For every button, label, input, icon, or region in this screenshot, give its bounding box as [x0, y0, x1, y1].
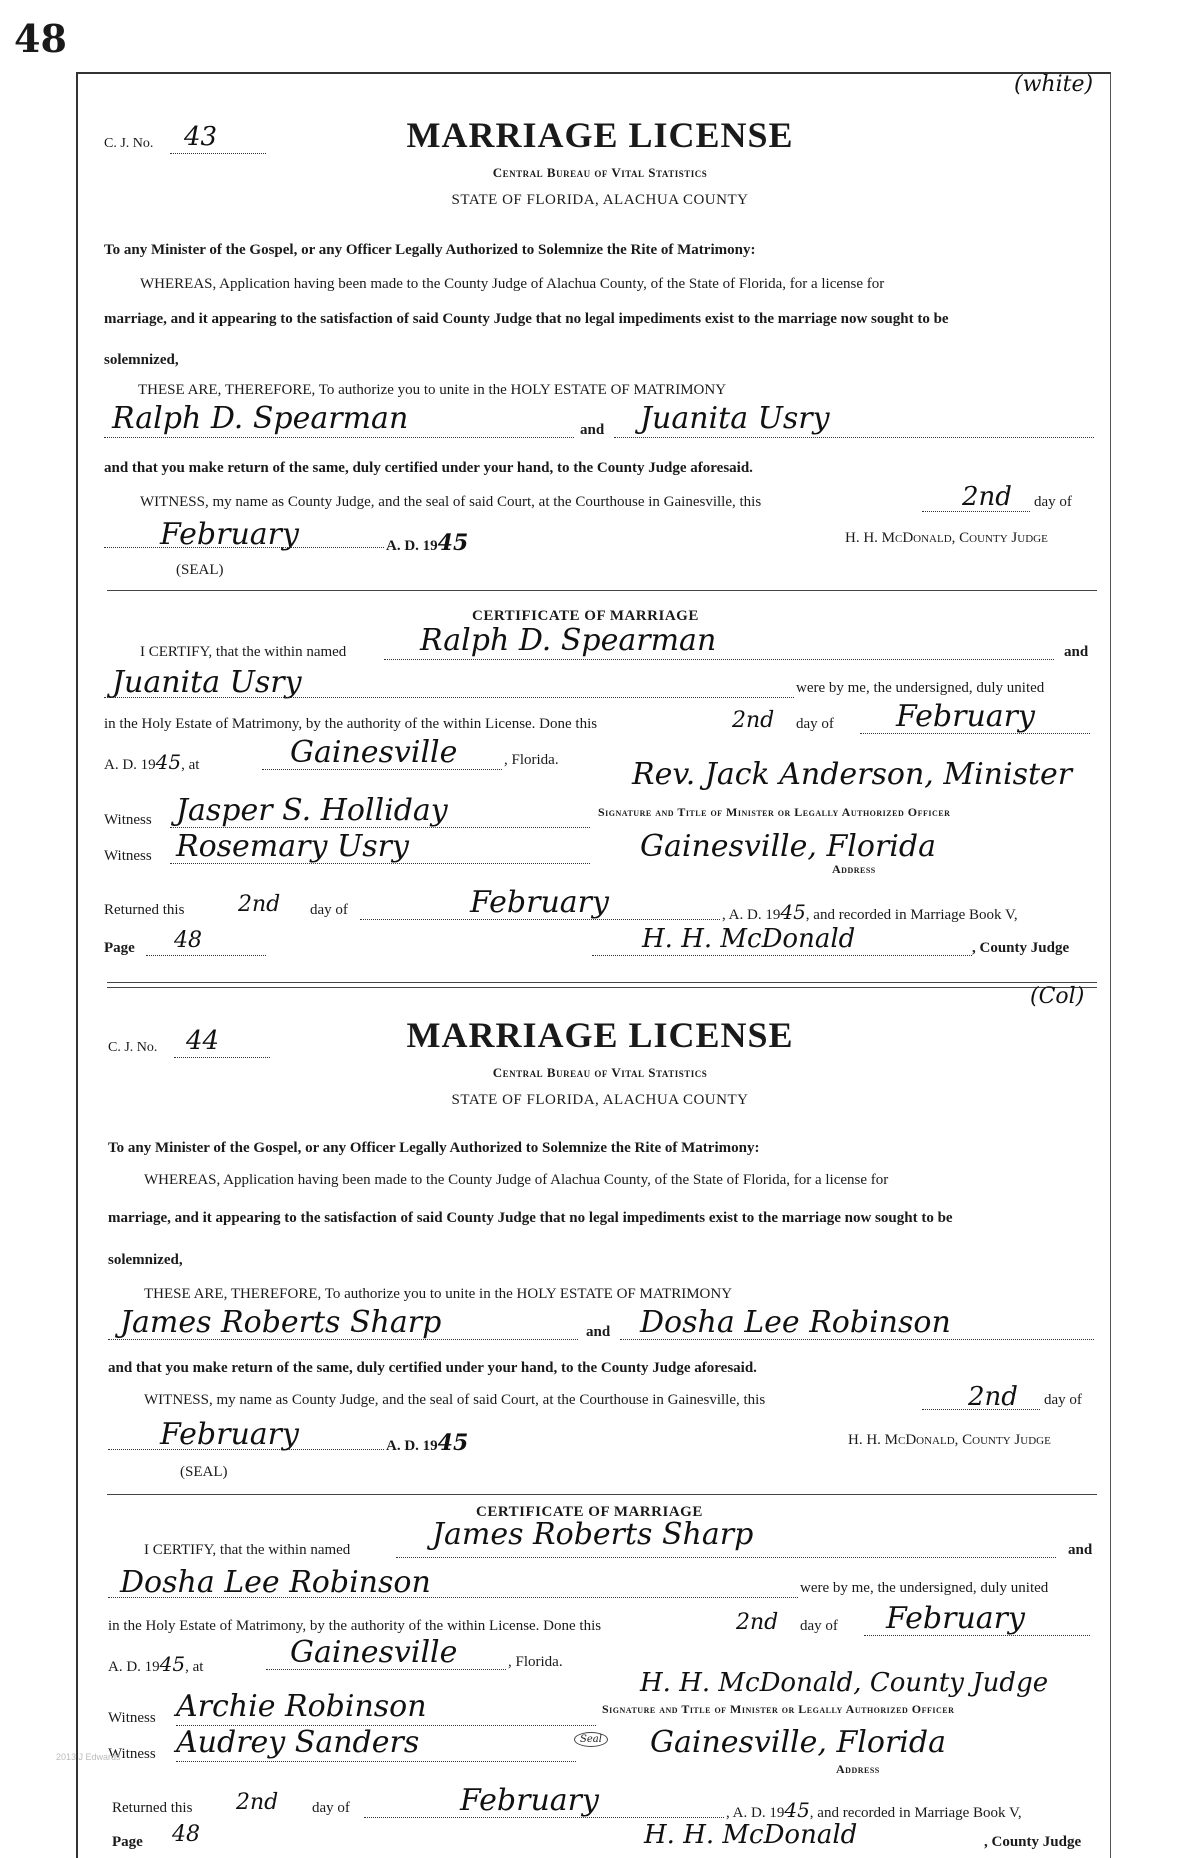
- officiant-address: Gainesville, Florida: [640, 829, 936, 864]
- seal-label: (SEAL): [180, 1464, 228, 1480]
- witness-1-label: Witness: [104, 812, 152, 828]
- seal-stamp: Seal: [574, 1732, 608, 1747]
- certificate-ad-label: A. D. 1945, at: [104, 750, 200, 774]
- license-month: February: [160, 517, 299, 552]
- return-line: and that you make return of the same, duly certified under your hand, to the County Judge aforesaid.: [104, 460, 753, 476]
- certificate-day-of: day of: [796, 716, 834, 732]
- license-title: MARRIAGE LICENSE: [406, 1015, 794, 1055]
- certificate-year: 45: [155, 750, 182, 774]
- returned-this-label: Returned this: [112, 1800, 193, 1816]
- returned-month: February: [470, 885, 609, 920]
- cj-number-label: C. J. No.: [108, 1040, 158, 1055]
- certificate-day-of: day of: [800, 1618, 838, 1634]
- certificate-place: Gainesville: [290, 735, 458, 770]
- corner-note: (white): [1014, 72, 1094, 97]
- seal-label: (SEAL): [176, 562, 224, 578]
- certificate-place-line: [266, 1668, 506, 1670]
- page-label: Page: [104, 940, 135, 956]
- returned-day-of: day of: [310, 902, 348, 918]
- returned-month: February: [460, 1783, 599, 1818]
- address-caption: Address: [832, 862, 876, 876]
- certificate-groom-line: [384, 658, 1054, 660]
- address-line: To any Minister of the Gospel, or any Officer Legally Authorized to Solemnize the Rite of Matrimony:: [104, 242, 756, 258]
- certificate-groom: Ralph D. Spearman: [420, 623, 717, 658]
- certificate-month: February: [886, 1601, 1025, 1636]
- certificate-bride: Juanita Usry: [112, 665, 302, 700]
- witness-2-signature: Rosemary Usry: [176, 829, 409, 864]
- returned-ad-label: , A. D. 1945, and recorded in Marriage Book V,: [726, 1798, 1022, 1822]
- county-judge-label: , County Judge: [984, 1834, 1082, 1850]
- holy-estate-line: in the Holy Estate of Matrimony, by the authority of the within License. Done this: [104, 716, 598, 732]
- certificate-florida: , Florida.: [508, 1654, 563, 1670]
- bride-line: [620, 1338, 1094, 1340]
- bureau-name: Central Bureau of Vital Statistics: [492, 165, 708, 180]
- certificate-title: CERTIFICATE OF MARRIAGE: [476, 1504, 703, 1520]
- certificate-bride-line: [104, 696, 794, 698]
- certificate-bride: Dosha Lee Robinson: [120, 1565, 431, 1600]
- cj-number-value: 44: [186, 1026, 220, 1056]
- certificate-month-line: [864, 1634, 1090, 1636]
- certificate-day: 2nd: [732, 708, 775, 733]
- whereas-line-1: WHEREAS, Application having been made to the County Judge of Alachua County, of the State of Florida, for a license for: [140, 276, 885, 292]
- witness-1-signature: Jasper S. Holliday: [176, 793, 448, 828]
- license-certificate-divider: [107, 1494, 1097, 1495]
- witness-1-line: [170, 826, 590, 828]
- certificate-title: CERTIFICATE OF MARRIAGE: [472, 608, 699, 624]
- county-judge-label: , County Judge: [972, 940, 1070, 956]
- certificate-month: February: [896, 699, 1035, 734]
- return-line: and that you make return of the same, duly certified under your hand, to the County Judge aforesaid.: [108, 1360, 757, 1376]
- certificate-place: Gainesville: [290, 1635, 458, 1670]
- judge-name: H. H. McDonald, County Judge: [848, 1432, 1051, 1448]
- page-line: [146, 954, 266, 956]
- ad-label: A. D. 1945: [386, 530, 469, 556]
- these-are-line: THESE ARE, THEREFORE, To authorize you to unite in the HOLY ESTATE OF MATRIMONY: [138, 382, 727, 398]
- address-line: To any Minister of the Gospel, or any Officer Legally Authorized to Solemnize the Rite of Matrimony:: [108, 1140, 760, 1156]
- cj-number-value: 43: [184, 122, 218, 152]
- recorder-signature: H. H. McDonald: [644, 1820, 858, 1850]
- united-label: were by me, the undersigned, duly united: [796, 680, 1045, 696]
- recorder-signature: H. H. McDonald: [642, 924, 856, 954]
- groom-line: [108, 1338, 578, 1340]
- and-label: and: [586, 1324, 611, 1340]
- witness-line: WITNESS, my name as County Judge, and the seal of said Court, at the Courthouse in Gainesville, this: [144, 1392, 766, 1408]
- groom-line: [104, 436, 574, 438]
- certificate-florida: , Florida.: [504, 752, 559, 768]
- recorder-line: [592, 954, 972, 956]
- groom-name: Ralph D. Spearman: [112, 401, 409, 436]
- whereas-line-3: solemnized,: [104, 352, 179, 368]
- officiant-address: Gainesville, Florida: [650, 1725, 946, 1760]
- signature-caption: Signature and Title of Minister or Legally Authorized Officer: [602, 1702, 955, 1716]
- certificate-month-line: [860, 732, 1090, 734]
- certificate-year: 45: [159, 1652, 186, 1676]
- certificate-groom-line: [396, 1556, 1056, 1558]
- returned-ad-label: , A. D. 1945, and recorded in Marriage Book V,: [722, 900, 1018, 924]
- address-caption: Address: [836, 1762, 880, 1776]
- returned-this-label: Returned this: [104, 902, 185, 918]
- and-label: and: [580, 422, 605, 438]
- bride-line: [614, 436, 1094, 438]
- holy-estate-line: in the Holy Estate of Matrimony, by the authority of the within License. Done this: [108, 1618, 602, 1634]
- cj-number-label: C. J. No.: [104, 136, 154, 151]
- witness-2-label: Witness: [104, 848, 152, 864]
- i-certify-label: I CERTIFY, that the within named: [144, 1542, 351, 1558]
- returned-day: 2nd: [238, 892, 281, 917]
- certificate-bride-line: [108, 1596, 798, 1598]
- license-day: 2nd: [968, 1382, 1018, 1412]
- these-are-line: THESE ARE, THEREFORE, To authorize you to unite in the HOLY ESTATE OF MATRIMONY: [144, 1286, 733, 1302]
- certificate-place-line: [262, 768, 502, 770]
- page-label: Page: [112, 1834, 143, 1850]
- day-of-label: day of: [1044, 1392, 1082, 1408]
- witness-2-line: [170, 862, 590, 864]
- returned-day: 2nd: [236, 1790, 279, 1815]
- bride-name: Juanita Usry: [640, 401, 830, 436]
- returned-year: 45: [780, 900, 806, 924]
- officiant-signature: Rev. Jack Anderson, Minister: [632, 757, 1073, 792]
- watermark-text: 2013 J Edwards: [56, 1752, 121, 1762]
- license-separator: [107, 982, 1097, 988]
- ad-label: A. D. 1945: [386, 1430, 469, 1456]
- day-of-label: day of: [1034, 494, 1072, 510]
- whereas-line-2: marriage, and it appearing to the satisfaction of said County Judge that no legal impediments exist to the marriage now sought to be: [108, 1210, 953, 1226]
- whereas-line-2: marriage, and it appearing to the satisfaction of said County Judge that no legal impediments exist to the marriage now sought to be: [104, 311, 949, 327]
- witness-line: WITNESS, my name as County Judge, and the seal of said Court, at the Courthouse in Gainesville, this: [140, 494, 762, 510]
- witness-2-line: [176, 1760, 576, 1762]
- certificate-ad-label: A. D. 1945, at: [108, 1652, 204, 1676]
- returned-month-line: [364, 1816, 724, 1818]
- bureau-name: Central Bureau of Vital Statistics: [492, 1065, 708, 1080]
- license-month: February: [160, 1417, 299, 1452]
- license-certificate-divider: [107, 590, 1097, 591]
- license-year: 45: [437, 530, 469, 556]
- witness-1-label: Witness: [108, 1710, 156, 1726]
- certificate-and: and: [1064, 644, 1089, 660]
- united-label: were by me, the undersigned, duly united: [800, 1580, 1049, 1596]
- witness-1-signature: Archie Robinson: [176, 1689, 427, 1724]
- page-number: 48: [14, 16, 67, 61]
- cj-number-line: [174, 1056, 270, 1058]
- bride-name: Dosha Lee Robinson: [640, 1305, 951, 1340]
- whereas-line-1: WHEREAS, Application having been made to the County Judge of Alachua County, of the State of Florida, for a license for: [144, 1172, 889, 1188]
- certificate-groom: James Roberts Sharp: [432, 1517, 754, 1552]
- certificate-day: 2nd: [736, 1610, 779, 1635]
- page-value: 48: [174, 928, 202, 953]
- returned-month-line: [360, 918, 720, 920]
- page-value: 48: [172, 1822, 200, 1847]
- returned-day-of: day of: [312, 1800, 350, 1816]
- state-county: STATE OF FLORIDA, ALACHUA COUNTY: [451, 192, 749, 208]
- corner-note: (Col): [1030, 984, 1085, 1009]
- license-title: MARRIAGE LICENSE: [406, 115, 794, 155]
- judge-name: H. H. McDonald, County Judge: [845, 530, 1048, 546]
- license-day: 2nd: [962, 482, 1012, 512]
- license-year: 45: [437, 1430, 469, 1456]
- certificate-and: and: [1068, 1542, 1093, 1558]
- signature-caption: Signature and Title of Minister or Legally Authorized Officer: [598, 805, 951, 819]
- state-county: STATE OF FLORIDA, ALACHUA COUNTY: [451, 1092, 749, 1108]
- returned-year: 45: [784, 1798, 810, 1822]
- officiant-signature: H. H. McDonald, County Judge: [640, 1668, 1049, 1698]
- witness-2-label: Witness: [108, 1746, 156, 1762]
- i-certify-label: I CERTIFY, that the within named: [140, 644, 347, 660]
- witness-2-signature: Audrey Sanders: [176, 1725, 420, 1760]
- groom-name: James Roberts Sharp: [120, 1305, 442, 1340]
- whereas-line-3: solemnized,: [108, 1252, 183, 1268]
